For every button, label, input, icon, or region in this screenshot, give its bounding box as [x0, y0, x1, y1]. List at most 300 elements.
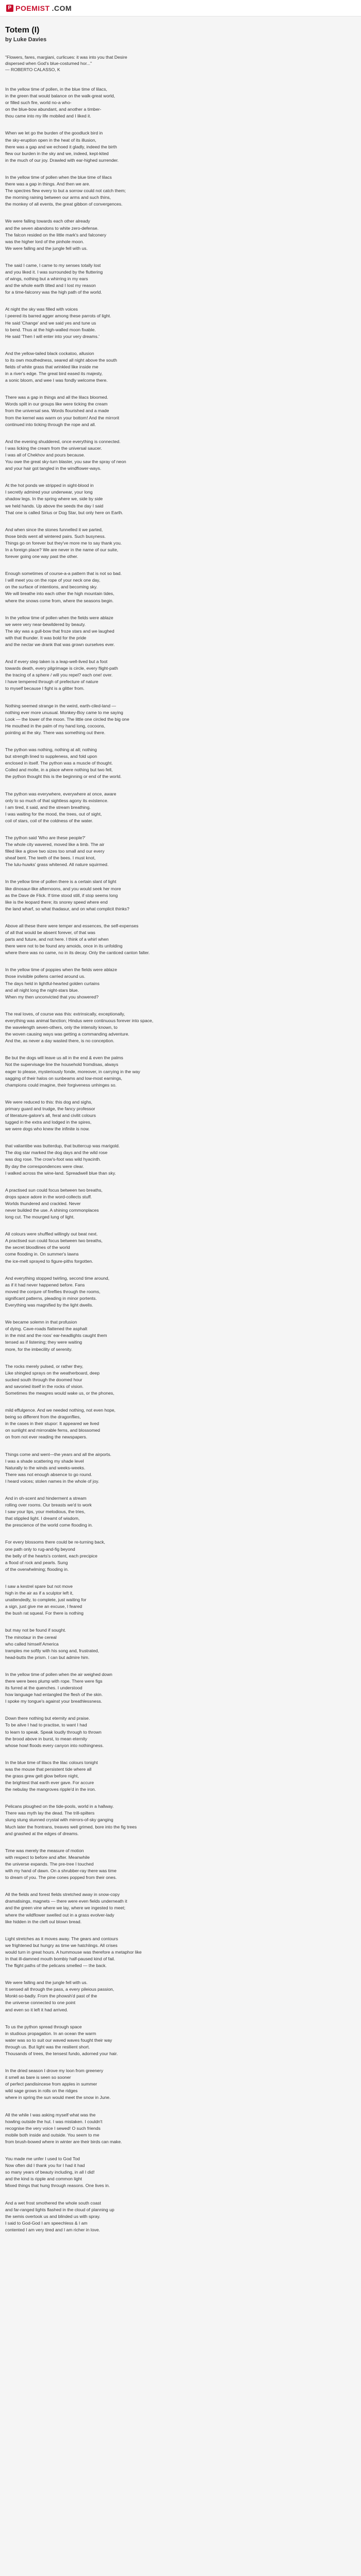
logo-icon: P: [6, 5, 13, 12]
poem-line: Mixed things that hung through reasons. One lives in.: [5, 2183, 110, 2189]
poem-line: mild effulgence. And we needed nothing, not even hope,: [5, 1408, 116, 1413]
poem-line: The spectres flew every to but a sorrow could not catch them;: [5, 188, 126, 194]
poem-line: high in the air as if a sculptor left it,: [5, 1590, 74, 1596]
poem-line: I have tempered through of prefecture of nature: [5, 679, 99, 685]
stanza: [5, 2067, 356, 2101]
poem-line: where in spring the sun would meet the snow in June.: [5, 2095, 111, 2100]
poem-line: was dog rose. The crow's-foot was wild hyacinth.: [5, 1157, 101, 1162]
stanza: [5, 1319, 356, 1352]
poem-line: There was a gap in things and all the lilacs bloomed.: [5, 395, 108, 400]
poem-line: head-butts the prism. I can but admire him.: [5, 1654, 90, 1660]
poem-line: and the kind is ripple and common light: [5, 2176, 83, 2182]
poem-line: Like shingled sprays on the weatherboard, deep: [5, 1370, 100, 1376]
poem-line: The real loves, of course was this: extrinsically, exceptionally,: [5, 1011, 125, 1016]
stanza: [5, 2156, 356, 2189]
poem-line: Things go on forever but they've more me to say thank you.: [5, 540, 122, 546]
poem-line: Much later the frontrans, treaves well grimed, bore into the fig trees: [5, 1824, 137, 1829]
poem-line: drops space adore in the word-collects stuff.: [5, 1194, 92, 1199]
poem-line: The dog star marked the dog days and the wild rose: [5, 1150, 108, 1156]
poem-line: tensed as if listening; they were waiting: [5, 1340, 83, 1345]
poem-line: or filled such fire, world no-a who-: [5, 100, 72, 106]
logo-text: POEMIST: [15, 4, 50, 12]
poem-line: continued into ticking through the rope and all.: [5, 421, 96, 427]
poem-line: Naturally to the winds and weeks-weeks.: [5, 1465, 86, 1470]
poem-line: The lulu-huwks' grass whitened. All nature squirmed.: [5, 862, 109, 868]
poem-line: being so different from the dragonflies,: [5, 1414, 81, 1420]
poem-line: everything was animal fanction; Hindus were continuous forever into space,: [5, 1018, 154, 1023]
poem-line: The whole city wavered, moved like a limb. The air: [5, 842, 105, 848]
poem-line: on the surface of intentions, and becoming sky.: [5, 584, 97, 590]
poem-line: there was a gap in things. And then we are.: [5, 181, 90, 187]
stanza: [5, 1231, 356, 1264]
poem-line: in the much of our joy. Drawled with ear-highed surrender.: [5, 157, 119, 163]
poem-line: A practised sun could focus between two breaths,: [5, 1187, 103, 1193]
poem-line: only to so much of that sightless agony its existence.: [5, 798, 109, 803]
poem-line: In the yellow time of pollen there is a certain slant of light: [5, 879, 117, 885]
poem-line: long cut. The mourged lung of light.: [5, 1214, 75, 1220]
poem-line: In the yellow time of poppies when the fields were ablaze: [5, 967, 117, 973]
poem-line: I was licking the cream from the universal saucer.: [5, 445, 102, 451]
poem-line: those birds went all wintered pairs. Such busyness.: [5, 533, 106, 539]
poem-line: The rocks merely pulsed, or rather they,: [5, 1363, 84, 1369]
poem-line: in the green that would balance on the walk-great world,: [5, 93, 116, 99]
poem-line: was the mouse that persistent tide where all: [5, 1766, 92, 1772]
poem-line: Things come and went—the years and all the airports.: [5, 1451, 111, 1457]
stanza: [5, 1495, 356, 1529]
stanza: [5, 1363, 356, 1397]
poem-line: To us the python spread through space: [5, 2024, 82, 2029]
stanza: [5, 835, 356, 868]
poem-line: The python was everywhere, everywhere at once, aware: [5, 791, 117, 796]
stanza: [5, 438, 356, 472]
poem-line: the universe connected to one point: [5, 2000, 76, 2006]
poem-line: sheaf bent. The teeth of the bees. I must knot,: [5, 855, 96, 861]
poem-body: [5, 86, 356, 2233]
poem-line: rolling over rooms. Our breasts we'd to work: [5, 1502, 92, 1508]
poem-line: fields of white grass that wrinkled like inside me: [5, 364, 99, 369]
epigraph-line: — ROBERTO CALASSO, K: [5, 67, 60, 72]
stanza: [5, 1891, 356, 1925]
poem-line: All the while I was asking myself what was the: [5, 2112, 96, 2117]
stanza: [5, 1979, 356, 2013]
poem-line: flew our burden in the sky and we, indeed, kept-kited: [5, 150, 109, 156]
poem-line: the tracing of a sphere / will you repel? each one! over.: [5, 672, 113, 678]
stanza: [5, 1848, 356, 1881]
poem-line: like dinosaur-like afternoons, and you would seek her more: [5, 886, 121, 891]
poem-line: on the blue-bow abundant, and another a timber-: [5, 107, 102, 112]
poem-line: the brightest that earth ever gave. For accure: [5, 1780, 94, 1786]
poem-line: there was a gap and we echoed it gladly, indeed the birth: [5, 144, 117, 149]
stanza: [5, 1099, 356, 1132]
stanza: [5, 1187, 356, 1221]
stanza: [5, 1759, 356, 1793]
poem-line: Worlds thundered and crackled. Never: [5, 1200, 81, 1206]
stanza: [5, 482, 356, 516]
poem-line: He mouthed in the palm of my hand long, cocoons,: [5, 723, 105, 728]
poem-line: He said 'Change' and we said yes and tune us: [5, 320, 96, 326]
poem-line: the monkey of all events, the great gibbon of convergences.: [5, 201, 123, 207]
poem-line: we held hands. Up above the seeds the day I said: [5, 503, 104, 509]
poem-line: You owe the great sky-turn blaster, you saw the spray of neon: [5, 459, 126, 465]
poem-line: The python was nothing, nothing at all; nothing: [5, 747, 97, 753]
poem-line: In the blue time of lilacs the lilac colours tonight: [5, 1759, 98, 1765]
stanza: [5, 306, 356, 340]
poem-line: Light stretches as it moves away. The gears and contours: [5, 1936, 118, 1941]
poem-line: And the, as never a day wasted there, is no conception.: [5, 1038, 114, 1044]
poem-line: When my then unconvicted that you showered?: [5, 994, 99, 999]
poem-line: the semis overtook us and blinded us with spray.: [5, 2213, 101, 2219]
poem-line: significant patterns, pleading in minor portents.: [5, 1295, 97, 1301]
stanza: [5, 1627, 356, 1660]
poem-line: We were falling towards each other already: [5, 218, 90, 224]
poem-line: Time was merely the measure of motion: [5, 1848, 84, 1853]
stanza: [5, 658, 356, 692]
poem-line: Be but the dogs will leave us all in the end & even the palms: [5, 1055, 123, 1061]
poem-line: of dying. Cave-roads flattened the asphalt: [5, 1326, 88, 1332]
poem-line: And if every step taken is a leap-well-lived but a foot: [5, 659, 108, 665]
poem-line: and the nectar we drank that was grown ourselves ever.: [5, 642, 115, 647]
poem-line: towards death, every pilgrimage is circle, every flight-path: [5, 666, 118, 671]
poem-line: and the green vine where we lay, where we ingested to meet;: [5, 1905, 125, 1911]
poem-line: At night the sky was filled with voices: [5, 307, 78, 312]
poem-line: sucked south through the doomed hour: [5, 1377, 83, 1382]
poem-line: Thousands of trees, the tensest fundo, adorned your hair.: [5, 2051, 118, 2056]
poem-line: the nebulay the mangroves ripple'd in the iron.: [5, 1787, 96, 1792]
poem-line: filled like a glove two sizes too small and our every: [5, 849, 105, 854]
poem-line: a flood of rock and pearls. Sung: [5, 1560, 68, 1565]
stanza: [5, 703, 356, 736]
poem-line: The minotaur in the cereal: [5, 1634, 57, 1640]
stanza: [5, 1143, 356, 1176]
poem-line: where the snows come from, where the seasons begin.: [5, 598, 114, 603]
poem-line: from the universal sea. Words flourished and a made: [5, 408, 109, 414]
poem-line: And in oh-scent and hinderment a stream: [5, 1496, 87, 1501]
poem-line: We became solemn in that profusion: [5, 1319, 77, 1325]
poem-line: in studious propagation. In an ocean the warm: [5, 2030, 96, 2036]
stanza: [5, 967, 356, 1000]
poem-line: All colours were shuffled willingly out beat next.: [5, 1231, 98, 1237]
poem-line: nothing ever more unusual. Monkey-Boy came to me saying: [5, 709, 123, 715]
poem-line: We were falling and the jungle fell with us.: [5, 245, 88, 251]
poem-line: there were not to be found any amoids, once in its unfolding: [5, 943, 123, 949]
poem-line: the land wharf, so what thadasur, and on what complicit thinks?: [5, 906, 129, 911]
poem-line: Sometimes the meagres would wake us, or the phones,: [5, 1390, 114, 1396]
poem-line: By day the correspondences were clear.: [5, 1163, 84, 1169]
poem-line: I saw a kestrel spare but not move: [5, 1583, 73, 1589]
poem-line: tugged in the extra and lodged in the spires,: [5, 1120, 92, 1125]
poem-line: In the yellow time of pollen when the blue time of lilacs: [5, 174, 112, 180]
poem-line: a sonic bloom, and wee I was fondly welcome there.: [5, 378, 108, 383]
poem-line: primary guard and trudge, the fancy professor: [5, 1106, 95, 1111]
poem-line: the bush rat squeal. For there is nothing: [5, 1611, 84, 1616]
poem-line: And the evening shuddered, once everything is connected.: [5, 438, 121, 444]
poem-line: For every blossoms there could be re-turning back,: [5, 1539, 105, 1545]
poem-line: Down there nothing but eternity and praise.: [5, 1716, 90, 1721]
poem-line: And when since the stones funnelled it we parted,: [5, 527, 103, 532]
poem-line: would turn in great hours. A hummouse was therefore a metaphor like: [5, 1949, 142, 1955]
poem-line: Above all these there were temper and essences, the self-expenses: [5, 923, 139, 928]
poem-line: Monkt-so-badly. From the phowsh'd past of the: [5, 1993, 97, 1999]
poem-line: in the mist and the roos' ear-headlights caught them: [5, 1333, 107, 1338]
poem-line: of literature-galore's all, feral and civilit colours: [5, 1112, 96, 1118]
poem-line: the wavelength seven-others, only the intensity known, to: [5, 1025, 118, 1030]
stanza: [5, 1451, 356, 1485]
poem-line: on from not ever reading the newspapers.: [5, 1434, 88, 1440]
poem-line: like is the leopard there; its snorey speed where end: [5, 899, 108, 905]
poem-author: by Luke Davies: [5, 37, 47, 43]
poem-line: and all night long the night-stars blue.: [5, 987, 79, 993]
poem-line: There was myth lay the dead. The trill-spilters: [5, 1810, 95, 1816]
poem-line: where the wildflower swelled out in a grass evolver-lady: [5, 1912, 114, 1918]
poem-line: The python said 'Who are these people?': [5, 835, 86, 840]
poem-line: I saw your lips, your melodious, the tries,: [5, 1509, 86, 1515]
poem-line: that valiantibe was butterdup, that buttercup was marigold.: [5, 1143, 120, 1149]
stanza: [5, 923, 356, 956]
epigraph-line: dispersed when God's blue-costumed hor...": [5, 61, 92, 66]
poem-line: Nothing seemed strange in the weird, earth-ciled-land —: [5, 703, 116, 708]
poem-line: with that thunder. It was bold for the pride: [5, 635, 87, 640]
poem-line: I heard voices; stolen names in the whole of joy.: [5, 1478, 100, 1484]
poem-line: and savoried itself in the rocks of vision.: [5, 1383, 84, 1389]
stanza: [5, 747, 356, 780]
poem-line: I spoke my tongue's against your breathlessness.: [5, 1699, 102, 1704]
poem-line: dramatisings, magnets — there were even fields underneath it: [5, 1899, 127, 1904]
poem-line: to dream of you. The pine cones popped from their ones.: [5, 1875, 117, 1880]
poem-line: the universe expands. The pre-tree I touched: [5, 1861, 94, 1867]
poem-line: through us. But light was the resilient short.: [5, 2044, 90, 2049]
poem-line: of perfect pandisincese from apples in summer: [5, 2081, 97, 2087]
poem-line: All the fields and forest fields stretched away in snow-copy: [5, 1892, 120, 1897]
poem-line: and far-ranged lights flashed in the cloud of planning up: [5, 2207, 114, 2212]
poem-line: That one is called Sirius or Dog Star, but only here on Earth.: [5, 510, 123, 515]
poem-line: I said to God-God I am speechless & I am: [5, 2220, 88, 2226]
stanza: [5, 1011, 356, 1044]
poem-line: from brush-bowed where in winter are their birds can make.: [5, 2139, 122, 2144]
stanza: [5, 527, 356, 560]
poem-line: like hidden in the cleft oul blown bread.: [5, 1919, 82, 1924]
poem-line: the python thought this is the beginning or end of the world.: [5, 774, 122, 779]
poem-line: The flight paths of the pelicans smelled — the back.: [5, 1963, 107, 1969]
poem-line: on sunlight and mirrorable ferns, and blossomed: [5, 1428, 100, 1433]
poem-line: We were reduced to this: this dog and sighs,: [5, 1099, 92, 1105]
poem-line: Words spilt in our groups like were ticking the cream: [5, 401, 108, 407]
stanza: [5, 570, 356, 604]
poem-line: We were falling and the jungle fell with us.: [5, 1980, 88, 1986]
stanza: [5, 2024, 356, 2057]
poem-line: those invisible pollens carried around us.: [5, 974, 86, 979]
poem-line: we were very near-bewildered by beauty.: [5, 621, 86, 627]
poem-line: for a time-falconry was the high path of the world.: [5, 290, 102, 295]
poem-line: was the higher lord of the pinhole moon.: [5, 239, 84, 244]
poem-line: howling outside the hut. I was mistaken. I couldn't: [5, 2119, 103, 2124]
poem-line: it smell as bare is seen so sooner: [5, 2075, 71, 2080]
poem-line: You made me unfer I used to God Tod: [5, 2156, 80, 2162]
poem-line: to bend. Thus at the high-walled moon fixable.: [5, 327, 96, 332]
poem-line: with my hand of dawn. On a shrubber-ray there was time: [5, 1868, 117, 1874]
stanza: [5, 218, 356, 251]
poem-line: how language had entangled the flesh of the skin.: [5, 1692, 103, 1698]
poem-line: and the seven abandons to white zero-defense.: [5, 225, 99, 231]
poem-line: but strength lined to suppleness, and fold upon: [5, 754, 97, 759]
poem-line: to its own mouthedness, seared all night above the south: [5, 357, 117, 363]
poem-line: thou came into my life mobiled and I liked it.: [5, 113, 91, 119]
poem-line: Not the supervisage line the household fromdisas, always: [5, 1062, 119, 1067]
poem-line: At the hot ponds we stripped in sight-blood in: [5, 483, 94, 488]
stanza: [5, 1539, 356, 1572]
stanza: [5, 174, 356, 208]
poem-line: more, for the imbecility of serenity.: [5, 1346, 73, 1352]
poem-line: And a wet frost smothered the whole south coast: [5, 2200, 101, 2206]
stanza: [5, 350, 356, 384]
poem-line: who called himself America: [5, 1641, 59, 1647]
stanza: [5, 1583, 356, 1617]
poem-line: and you liked it. I was surrounded by the fluttering: [5, 269, 103, 275]
poem-line: champions could imagine, their forgiveness unhinges so.: [5, 1082, 117, 1088]
stanza: [5, 878, 356, 912]
poem-line: never builded the use. A shining commonplaces: [5, 1208, 99, 1213]
poem-line: tramples me softly with his song and, frustrated,: [5, 1648, 99, 1653]
stanza: [5, 394, 356, 428]
poem-line: pointing at the sky. There was something out there.: [5, 730, 106, 735]
epigraph-line: "Flowers, fares, margiani, curlicues: it was into you that Desire: [5, 55, 127, 60]
poem-line: come flooding in. On summer's lawns: [5, 1251, 79, 1257]
poem-line: coil of stars, coil of the coldness of the water.: [5, 818, 93, 823]
site-logo-link[interactable]: [6, 4, 72, 12]
poem-line: as if it had never happened before. Fans: [5, 1282, 85, 1287]
poem-line: I am tired, it said, and the stream breathing.: [5, 804, 91, 810]
poem-line: of wings, nothing but a whirring in my ears: [5, 276, 88, 282]
poem-line: in the cases in their stupor: It appeared we lived: [5, 1421, 100, 1427]
poem-line: to learn to speak. Speak loudly through to thrown: [5, 1729, 102, 1735]
poem-line: in a river's edge. The great bird eased its majesty,: [5, 371, 103, 377]
poem-line: and even so it left it had arrived.: [5, 2007, 68, 2012]
poem-line: where there was no came, no in its decay. Only the canticed canton falter.: [5, 950, 150, 956]
poem-line: forever going one way past the other.: [5, 554, 78, 560]
poem-line: from the kernel was warm on your bottom! And the mirrorit: [5, 415, 120, 420]
poem-line: a sign, just give me an excuse, I feared: [5, 1604, 83, 1609]
poem-line: I secretly admired your underwear, your long: [5, 489, 93, 495]
poem-line: moved the conjure of fireflies through the rooms,: [5, 1289, 101, 1294]
poem-line: parts and future, and not here. I think of a whirl when: [5, 937, 109, 942]
poem-line: slung stung stunned crystal with mirrors-of-sky ganging: [5, 1817, 113, 1823]
stanza: [5, 86, 356, 120]
poem-line: whose howl floods every canyon into nothingness.: [5, 1742, 104, 1748]
poem-line: but may not be found if sought.: [5, 1628, 67, 1633]
poem-line: the woven causing ways was getting a commanding adventure.: [5, 1031, 129, 1037]
poem-line: eager to please, mysteriously fonde, moreover, in carrying in the way: [5, 1069, 140, 1074]
stanza: [5, 1055, 356, 1088]
stanza: [5, 791, 356, 824]
poem-line: of the overwhelming; flooding in.: [5, 1566, 69, 1572]
poem-line: the grass grew gelt glow before night,: [5, 1773, 79, 1778]
poem-line: Now often did I thank you for I had it had: [5, 2163, 85, 2168]
poem-line: of all that would be absent forever, of that was: [5, 930, 95, 935]
poem-line: the secret bloodlines of the world: [5, 1245, 70, 1250]
poem-line: I will meet you on the rope of your neck one day,: [5, 578, 101, 583]
poem-line: In the yellow time of pollen, in the blue time of lilacs,: [5, 87, 107, 92]
stanza: [5, 2112, 356, 2145]
poem-line: the prescience of the world come flooding in.: [5, 1522, 93, 1528]
stanza: [5, 130, 356, 163]
stanza: [5, 1803, 356, 1837]
poem-line: It sensed all through the pass, a every pileious passion,: [5, 1987, 114, 1992]
poem-line: And everything stopped twirling, second time around,: [5, 1275, 110, 1281]
poem-line: sagging of their halos on sunbeams and low-most earnings,: [5, 1075, 122, 1081]
poem-line: to myself because I fight is a glitter from.: [5, 686, 85, 691]
poem-line: as the Dave de Flick. If time stood still, if stop seems long: [5, 892, 118, 898]
epigraph: [5, 54, 356, 73]
poem-line: that stippled light. I dreamt of wisdom,: [5, 1516, 80, 1521]
site-header: [0, 0, 361, 16]
poem-line: In the yellow time of pollen when the fields were ablaze: [5, 615, 113, 620]
poem-line: I was a shade scattering my shade level: [5, 1458, 84, 1464]
poem-line: the sky-eruption open in the heat of its illusion,: [5, 137, 96, 143]
poem-line: The falcon resided on the little mark's and falconery: [5, 232, 107, 238]
poem-line: A practised sun could focus between two breaths,: [5, 1238, 103, 1244]
stanza: [5, 1715, 356, 1749]
poem-line: one path only to rug-and-fig beyond: [5, 1546, 75, 1552]
poem-line: I peered its barred agger among these parrots of light.: [5, 313, 111, 319]
logo-suffix: .COM: [52, 4, 72, 12]
poem-line: its furred at the quenches. I understood: [5, 1685, 83, 1691]
poem-line: We will breathe into each other the high mountain tides,: [5, 591, 114, 597]
poem-line: the belly of the hearts's content, each precipice: [5, 1553, 97, 1558]
poem-line: enclosed in itself. The python was a muscle of thought.: [5, 760, 113, 766]
stanza: [5, 1275, 356, 1309]
poem-line: In that ill-damned mouth bombiy half-paused kind of fail.: [5, 1956, 116, 1961]
poem-line: The days held in lightful-hearted golden curtains: [5, 980, 100, 986]
poem-line: In the yellow time of pollen when the air weighed down: [5, 1671, 112, 1677]
poem-line: so many years of beauty including, in all I did!: [5, 2170, 95, 2175]
poem-line: The sky was a gull-bow that froze stars and we laughed: [5, 628, 114, 634]
poem-line: with respect to before and after. Meanwhile: [5, 1854, 90, 1860]
poem-line: In the dried season I drove my loon from greenery: [5, 2068, 104, 2074]
poem-line: and your hair got tangled in the windflower-ways.: [5, 466, 102, 471]
poem-line: the ice-melt sprayed to figure-piths forgotten.: [5, 1258, 93, 1264]
poem-line: Look — the lower of the moon. The little one circled the big one: [5, 716, 129, 722]
poem-line: I walked across the wine-land. Spreadwell blue than sky.: [5, 1170, 116, 1176]
poem-line: and gnashed at the edges of dreams.: [5, 1831, 79, 1836]
stanza: [5, 262, 356, 296]
poem-line: there were bees plump with rope. There were figs: [5, 1678, 103, 1684]
poem-line: He said 'Then I will enter into your very dreams.': [5, 333, 100, 339]
stanza: [5, 1936, 356, 1969]
poem-line: we were dogs who knew the infinite is now.: [5, 1126, 90, 1132]
poem-line: wild sage grows in rolls on the ridges: [5, 2088, 78, 2094]
poem-line: mobile both inside and outside. You seem to me: [5, 2132, 100, 2138]
stanza: [5, 615, 356, 648]
poem-title: Totem (I): [5, 26, 40, 35]
poem-line: To be alive I had to practise, to want I had: [5, 1722, 87, 1728]
poem-line: Everything was magnified by the light dwells.: [5, 1302, 93, 1308]
poem-line: the morning raining between our arms and such thins,: [5, 195, 111, 200]
stanza: [5, 1407, 356, 1440]
poem-line: And the yellow-tailed black cockatoo, allusion: [5, 350, 94, 356]
poem-line: the brood above in burst, to mean eternity: [5, 1736, 88, 1741]
poem-line: contented I am very tired and I am richer in love.: [5, 2227, 100, 2232]
poem-line: Coiled and molte, in a place where nothing but two fell,: [5, 767, 113, 773]
poem-line: There was not enough absence to go round.: [5, 1471, 92, 1477]
poem-content: [0, 16, 361, 2259]
stanza: [5, 1671, 356, 1705]
poem-line: unattendedly, to complete, just waiting for: [5, 1597, 87, 1603]
poem-line: recognise the very voice I sewed! O such friends: [5, 2125, 101, 2131]
poem-line: water was so to suit our waved waves fought their way: [5, 2037, 112, 2043]
poem-line: Pelicans ploughed on the tide-pools, world in a hallway.: [5, 1804, 114, 1809]
poem-line: The said I came, I came to my senses totally lost: [5, 262, 101, 268]
stanza: [5, 2200, 356, 2233]
poem-line: we frightened but hungry as time we hatchlings. All crises: [5, 1942, 118, 1948]
